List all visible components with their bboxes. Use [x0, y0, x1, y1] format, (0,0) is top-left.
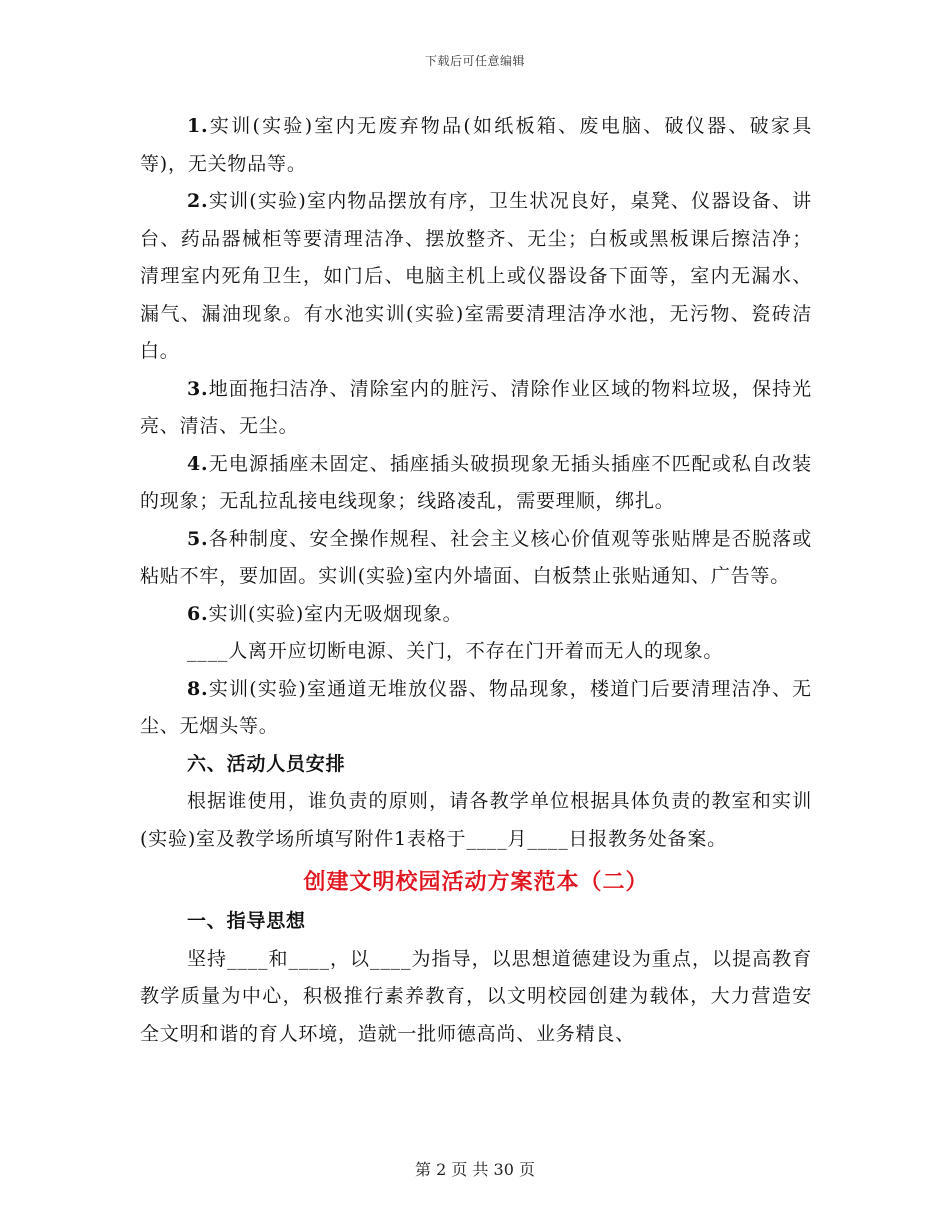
- item-text: 实训(实验)室内无废弃物品(如纸板箱、废电脑、破仪器、破家具等)，无关物品等。: [140, 115, 812, 175]
- item-number: 2.: [187, 190, 209, 212]
- item-text: 各种制度、安全操作规程、社会主义核心价值观等张贴牌是否脱落或粘贴不牢，要加固。实训(实验)室内外墙面、白板禁止张贴通知、广告等。: [140, 527, 812, 587]
- item-number: 5.: [187, 527, 209, 550]
- section-paragraph-staff: 根据谁使用，谁负责的原则，请各教学单位根据具体负责的教室和实训(实验)室及教学场所填写附件1表格于____月____日报教务处备案。: [140, 790, 812, 850]
- list-item-7: [140, 633, 812, 671]
- list-item-1: [140, 108, 812, 183]
- item-text: 实训(实验)室内物品摆放有序，卫生状况良好，桌凳、仪器设备、讲台、药品器械柜等要清理洁净、摆放整齐、无尘；白板或黑板课后擦洁净；清理室内死角卫生，如门后、电脑主机上或仪器设备下面等，室内无漏水、漏气、漏油现象。有水池实训(实验)室需要清理洁净水池，无污物、瓷砖洁白。: [140, 190, 812, 362]
- list-item-4: [140, 446, 812, 521]
- list-item-5: [140, 521, 812, 596]
- list-item-6: [140, 596, 812, 634]
- item-text: 实训(实验)室通道无堆放仪器、物品现象，楼道门后要清理洁净、无尘、无烟头等。: [140, 677, 812, 737]
- item-number: 1.: [187, 115, 209, 137]
- item-number: 4.: [187, 452, 209, 475]
- item-text: ____人离开应切断电源、关门，不存在门开着而无人的现象。: [187, 640, 724, 662]
- section-heading-staff: 六、活动人员安排: [187, 752, 346, 775]
- item-number: 6.: [187, 602, 209, 625]
- item-text: 实训(实验)室内无吸烟现象。: [208, 602, 463, 625]
- section-heading-guiding: 一、指导思想: [187, 910, 306, 932]
- document-section-title: 创建文明校园活动方案范本（二）: [303, 869, 649, 895]
- list-item-8: [140, 671, 812, 746]
- item-text: 无电源插座未固定、插座插头破损现象无插头插座不匹配或私自改装的现象；无乱拉乱接电线现象；线路凌乱，需要理顺，绑扎。: [140, 452, 812, 512]
- section-paragraph-guiding: 坚持____和____，以____为指导，以思想道德建设为重点，以提高教育教学质量为中心，积极推行素养教育，以文明校园创建为载体，大力营造安全文明和谐的育人环境，造就一批师德高尚、业务精良、: [140, 947, 812, 1045]
- page-header: 下载后可任意编辑: [424, 54, 525, 68]
- item-text: 地面拖扫洁净、清除室内的脏污、清除作业区域的物料垃圾，保持光亮、清洁、无尘。: [140, 377, 812, 437]
- list-item-2: [140, 183, 812, 371]
- page-footer: 第 2 页 共 30 页: [415, 1160, 535, 1179]
- document-body: [140, 108, 812, 1053]
- item-number: 8.: [187, 677, 209, 700]
- item-number: 3.: [187, 377, 209, 400]
- list-item-3: [140, 371, 812, 446]
